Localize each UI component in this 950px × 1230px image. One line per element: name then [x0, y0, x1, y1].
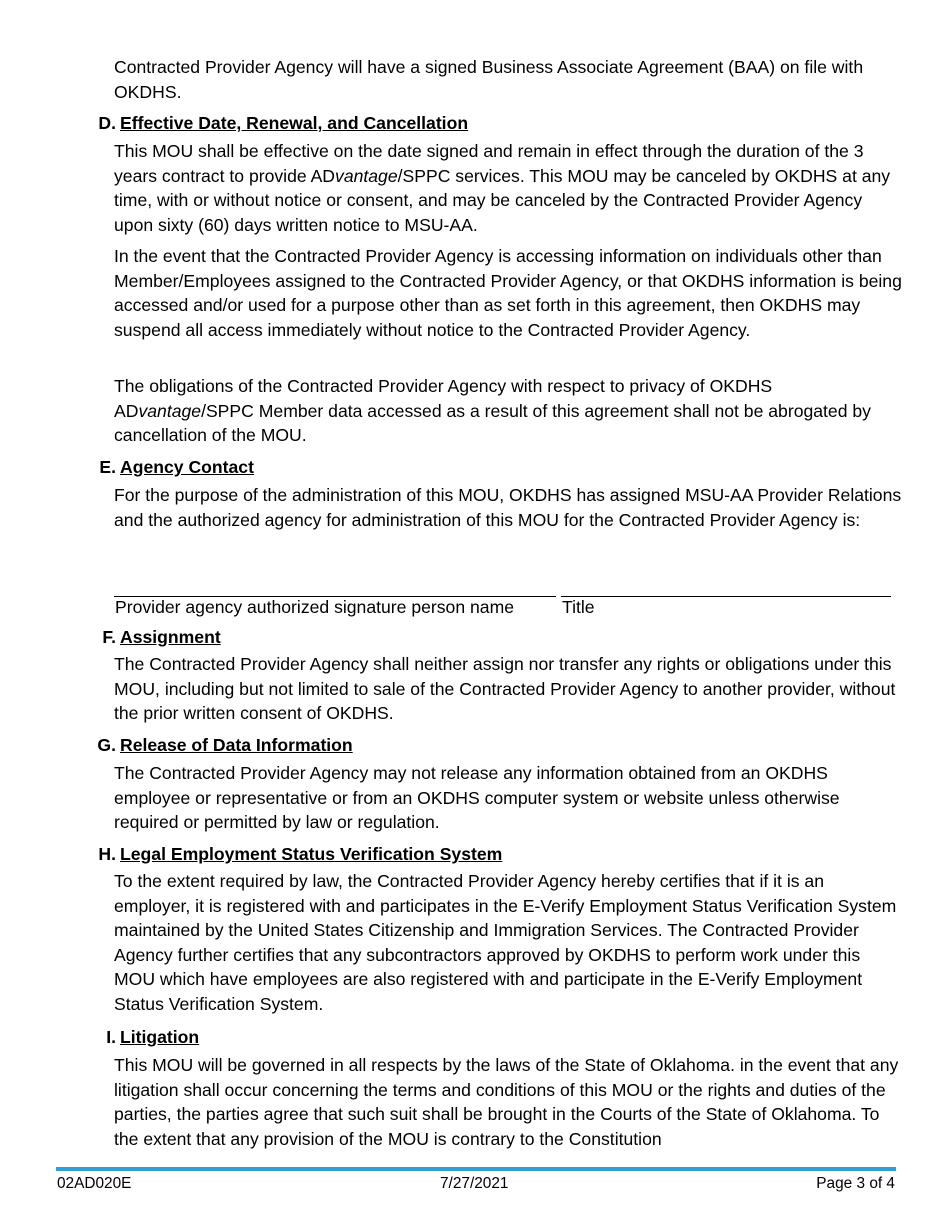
section-i-paragraph-1: This MOU will be governed in all respects by the laws of the State of Oklahoma. in the event that any litigation shall occur concerning the terms and conditions of this MOU or the rights and duties of the parties, the parties agree that such suit shall be brought in the Courts of the State of Oklahoma. To the extent that any provision of the MOU is contrary to the Constitution: [114, 1055, 899, 1149]
section-title: Release of Data Information: [120, 735, 353, 755]
section-title: Litigation: [120, 1027, 200, 1047]
signature-title-line[interactable]: [561, 596, 891, 597]
text-run: /SPPC Member data accessed as a result of this agreement shall not be abrogated by cancellation of the MOU.: [114, 400, 871, 446]
section-g-paragraph-1: The Contracted Provider Agency may not release any information obtained from an OKDHS employee or representative or from an OKDHS computer system or website unless otherwise required or permitted by law or regulation.: [114, 763, 840, 833]
section-d-paragraph-1: [114, 139, 904, 237]
italic-run: vantage: [335, 165, 398, 186]
section-title: Legal Employment Status Verification System: [120, 844, 503, 864]
footer-date: 7/27/2021: [440, 1175, 509, 1192]
section-g-heading: [88, 733, 353, 757]
italic-run: vantage: [138, 400, 202, 421]
text-run: /SPPC services. This MOU may be canceled by OKDHS at any time, with or without notice or consent, and may be canceled by the Contracted Provider Agency upon sixty (60) days written notice to MSU-AA.: [114, 165, 891, 235]
form-number: 02AD020E: [57, 1175, 132, 1192]
signature-title-label: Title: [562, 597, 595, 617]
intro-paragraph: Contracted Provider Agency will have a signed Business Associate Agreement (BAA) on file with OKDHS.: [114, 57, 864, 102]
section-e-paragraph-1: For the purpose of the administration of this MOU, OKDHS has assigned MSU-AA Provider Relations and the authorized agency for administration of this MOU for the Contracted Provider Agency is:: [114, 485, 902, 530]
section-d-paragraph-3: [114, 374, 904, 448]
section-f-paragraph-1: The Contracted Provider Agency shall neither assign nor transfer any rights or obligations under this MOU, including but not limited to sale of the Contracted Provider Agency to another provider, without the prior written consent of OKDHS.: [114, 654, 896, 724]
section-d-paragraph-2: In the event that the Contracted Provider Agency is accessing information on individuals other than Member/Employees assigned to the Contracted Provider Agency, or that OKDHS information is being accessed and/or used for a purpose other than as set forth in this agreement, then OKDHS may suspend all access immediately without notice to the Contracted Provider Agency.: [114, 246, 902, 340]
section-h-paragraph-1: To the extent required by law, the Contracted Provider Agency hereby certifies that if it is an employer, it is registered with and participates in the E-Verify Employment Status Verification System maintained by the United States Citizenship and Immigration Services. The Contracted Provider Agency further certifies that any subcontractors approved by OKDHS to perform work under this MOU which have employees are also registered with and participate in the E-Verify Employment Status Verification System.: [114, 871, 897, 1014]
section-i-heading: [88, 1025, 199, 1049]
section-letter: E.: [99, 457, 116, 477]
section-title: Effective Date, Renewal, and Cancellation: [120, 113, 469, 133]
section-letter: G.: [97, 735, 116, 755]
section-title: Agency Contact: [120, 457, 254, 477]
section-letter: I.: [106, 1027, 116, 1047]
footer-rule: [56, 1167, 896, 1171]
section-title: Assignment: [120, 627, 221, 647]
text-run: The obligations of the Contracted Provider Agency with respect to privacy of OKDHS AD: [114, 376, 773, 421]
section-letter: D.: [98, 113, 116, 133]
section-d-heading: [88, 111, 468, 135]
text-run: This MOU shall be effective on the date signed and remain in effect through the duration of the 3 years contract to provide AD: [114, 141, 864, 186]
section-f-heading: [88, 625, 221, 649]
signature-name-label: Provider agency authorized signature person name: [115, 597, 515, 617]
page-number: Page 3 of 4: [816, 1175, 895, 1192]
section-e-heading: [88, 455, 254, 479]
section-letter: H.: [98, 844, 116, 864]
section-h-heading: [88, 842, 502, 866]
section-letter: F.: [102, 627, 116, 647]
